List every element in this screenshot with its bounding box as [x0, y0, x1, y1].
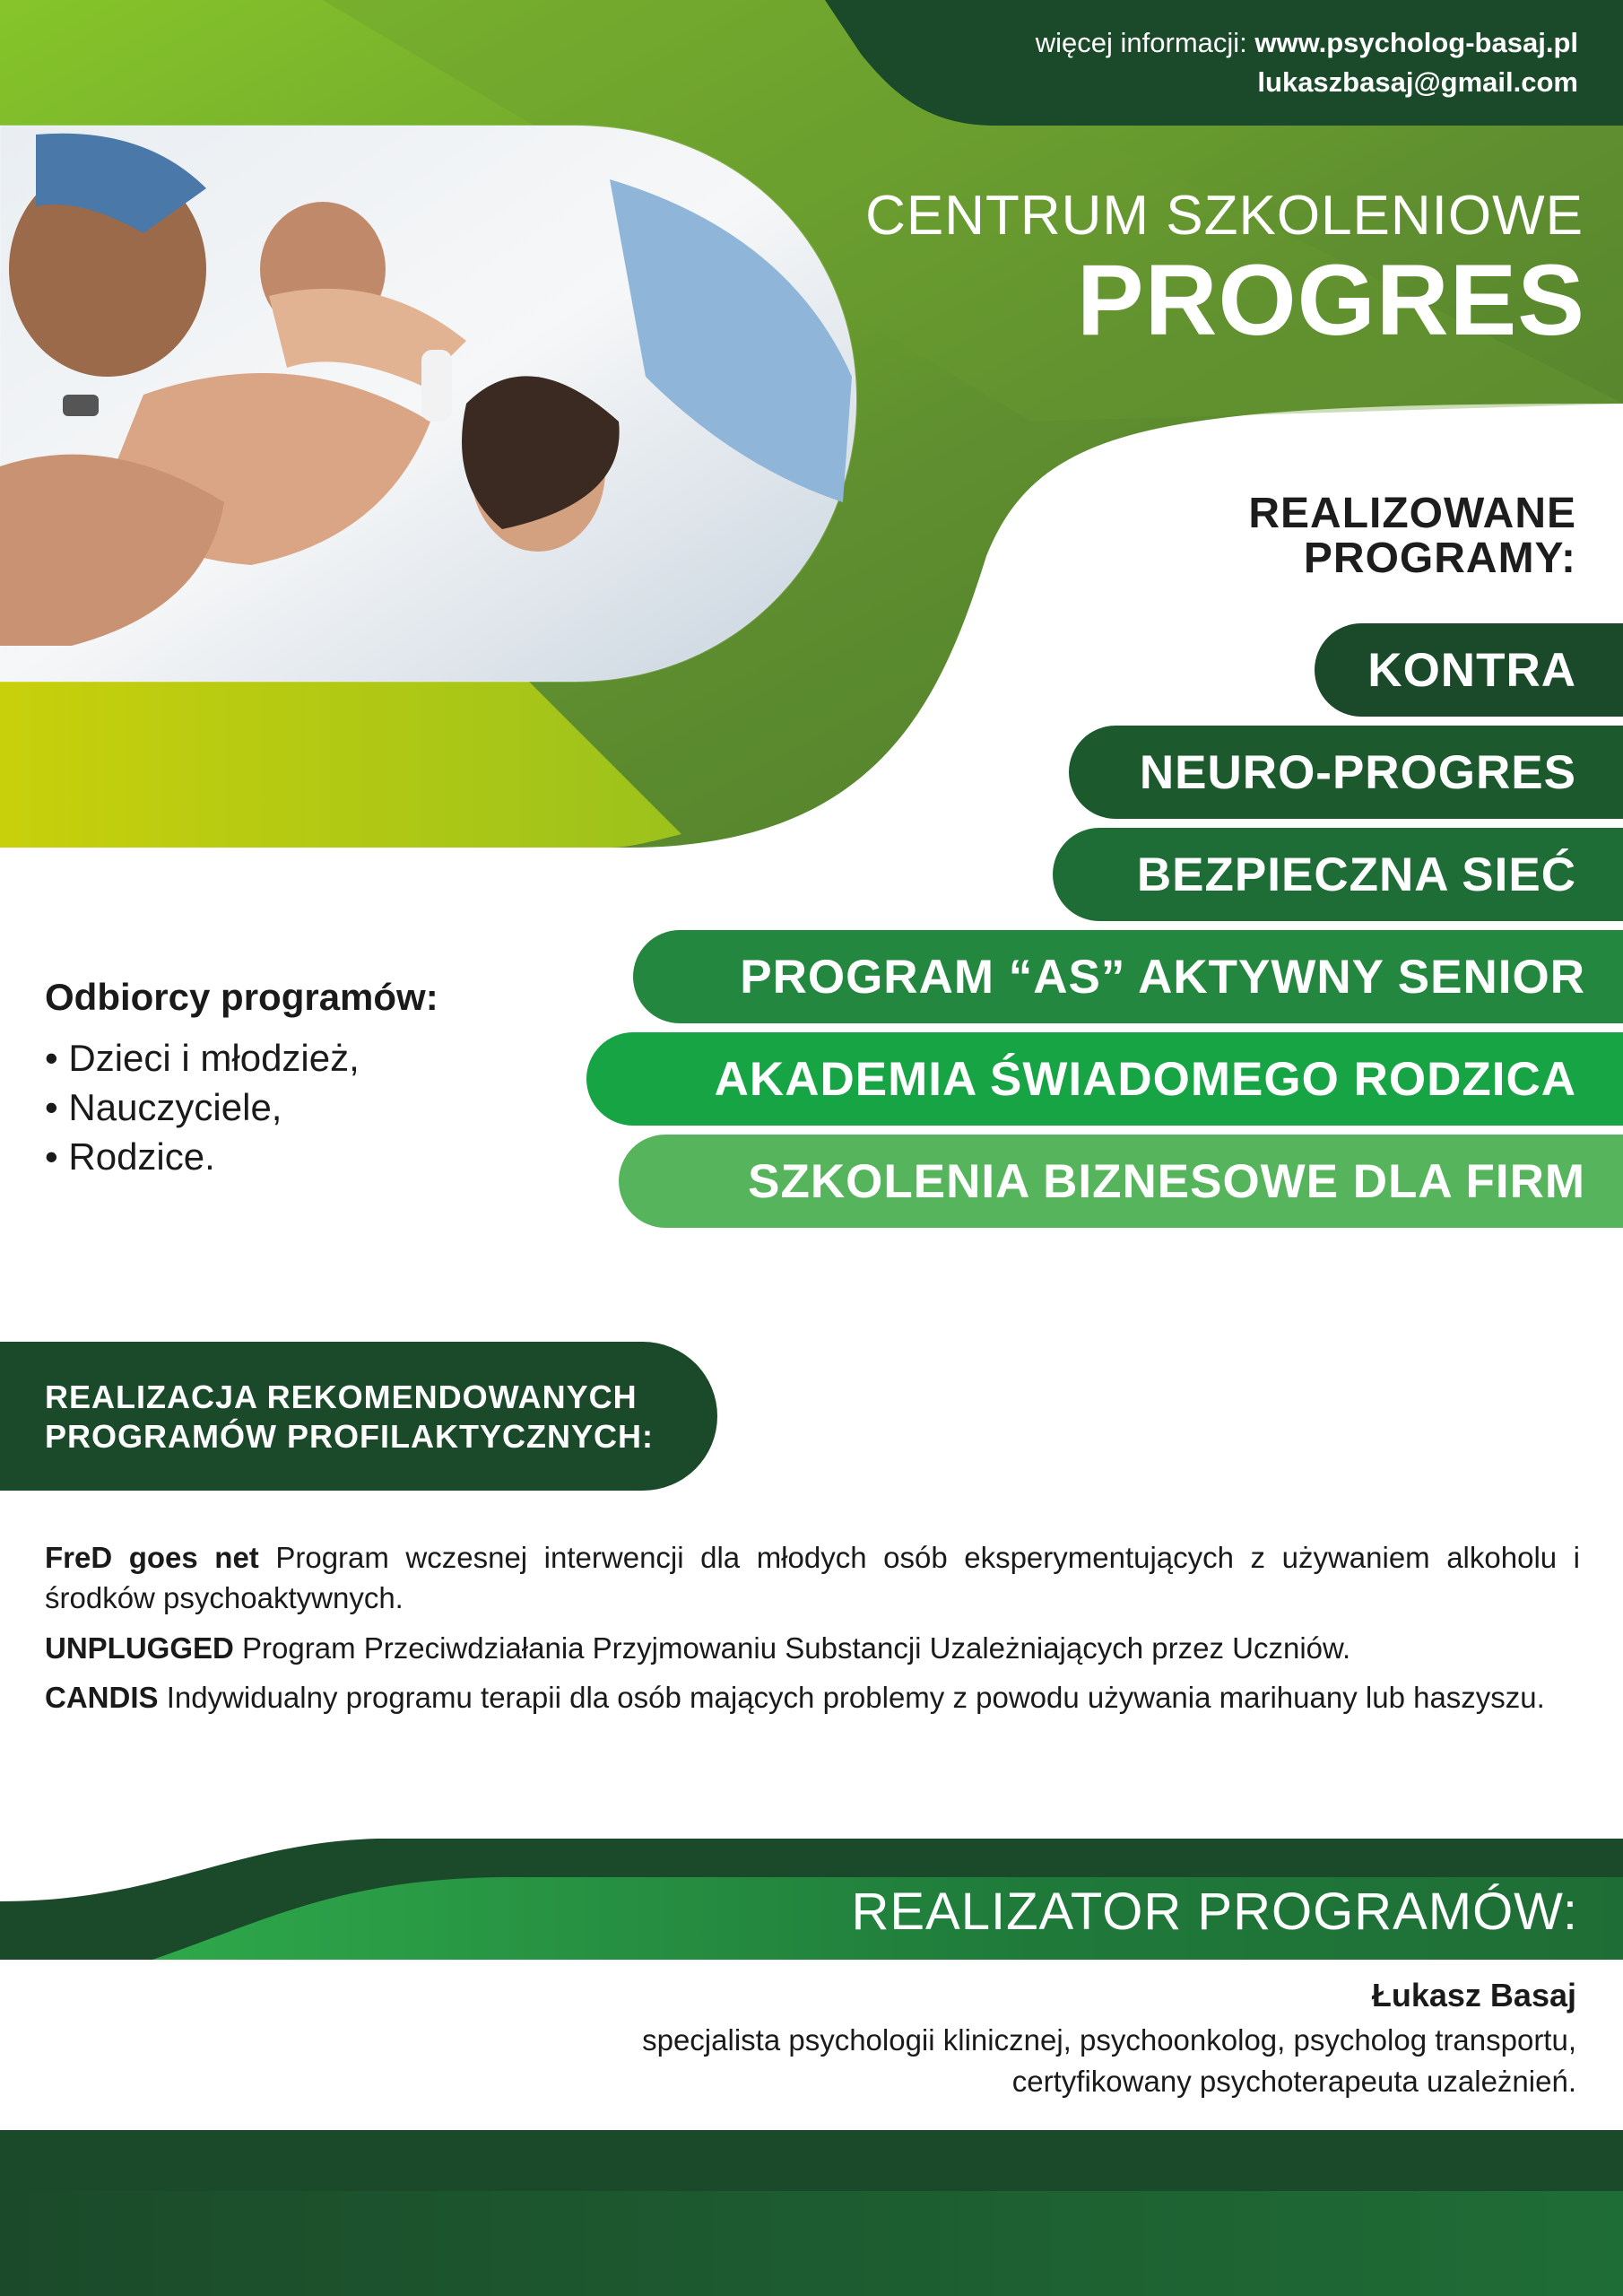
program-description-candis	[45, 1677, 1580, 1718]
program-item-aktywny-senior: PROGRAM “AS” AKTYWNY SENIOR	[633, 930, 1623, 1023]
program-item-akademia-rodzica: AKADEMIA ŚWIADOMEGO RODZICA	[586, 1032, 1623, 1126]
program-description-fred	[45, 1537, 1580, 1618]
footer-gradient	[0, 2191, 1623, 2296]
recommended-banner-line1: REALIZACJA REKOMENDOWANYCH	[45, 1378, 638, 1415]
email-link[interactable]: lukaszbasaj@gmail.com	[1257, 66, 1578, 98]
program-name: FreD goes net	[45, 1541, 259, 1574]
page-subtitle: CENTRUM SZKOLENIOWE	[865, 185, 1584, 247]
program-item-neuro-progres: NEURO-PROGRES	[1069, 726, 1623, 819]
program-text: Program Przeciwdziałania Przyjmowaniu Substancji Uzależniających przez Uczniów.	[242, 1631, 1351, 1665]
audience-title: Odbiorcy programów:	[45, 976, 438, 1018]
audience-item: • Nauczyciele,	[45, 1086, 282, 1128]
audience-item: • Rodzice.	[45, 1135, 215, 1178]
person-name: Łukasz Basaj	[1371, 1977, 1576, 2013]
program-text: Indywidualny programu terapii dla osób mających problemy z powodu używania marihuany lub haszyszu.	[166, 1681, 1545, 1714]
contact-info	[1036, 23, 1578, 102]
programs-heading	[1248, 491, 1576, 581]
program-name: UNPLUGGED	[45, 1631, 234, 1665]
program-description-unplugged	[45, 1628, 1580, 1668]
program-item-kontra: KONTRA	[1315, 623, 1623, 717]
programs-heading-line2: PROGRAMY:	[1303, 535, 1576, 582]
recommended-banner-line2: PROGRAMÓW PROFILAKTYCZNYCH:	[45, 1418, 654, 1455]
person-description-line1: specjalista psychologii klinicznej, psychoonkolog, psycholog transportu,	[642, 2023, 1576, 2057]
page-title: PROGRES	[1076, 244, 1585, 356]
program-item-bezpieczna-siec: BEZPIECZNA SIEĆ	[1053, 828, 1623, 921]
website-link[interactable]: www.psycholog-basaj.pl	[1254, 27, 1578, 58]
program-name: CANDIS	[45, 1681, 159, 1714]
footer-dark	[0, 2130, 1623, 2191]
audience-item: • Dzieci i młodzież,	[45, 1037, 360, 1079]
realizator-title: REALIZATOR PROGRAMÓW:	[851, 1883, 1578, 1941]
person-description-line2: certyfikowany psychoterapeuta uzależnień.	[1011, 2065, 1576, 2098]
team-photo	[0, 126, 856, 682]
recommended-banner	[0, 1342, 717, 1491]
program-item-szkolenia-biznesowe: SZKOLENIA BIZNESOWE DLA FIRM	[619, 1135, 1623, 1228]
contact-label: więcej informacji:	[1035, 27, 1247, 58]
program-text: Program wczesnej interwencji dla młodych osób eksperymentujących z używaniem alkoholu i środków psychoaktywnych.	[45, 1541, 1581, 1614]
programs-heading-line1: REALIZOWANE	[1248, 490, 1576, 537]
audience-list	[45, 1033, 360, 1181]
person-description	[642, 2020, 1576, 2102]
